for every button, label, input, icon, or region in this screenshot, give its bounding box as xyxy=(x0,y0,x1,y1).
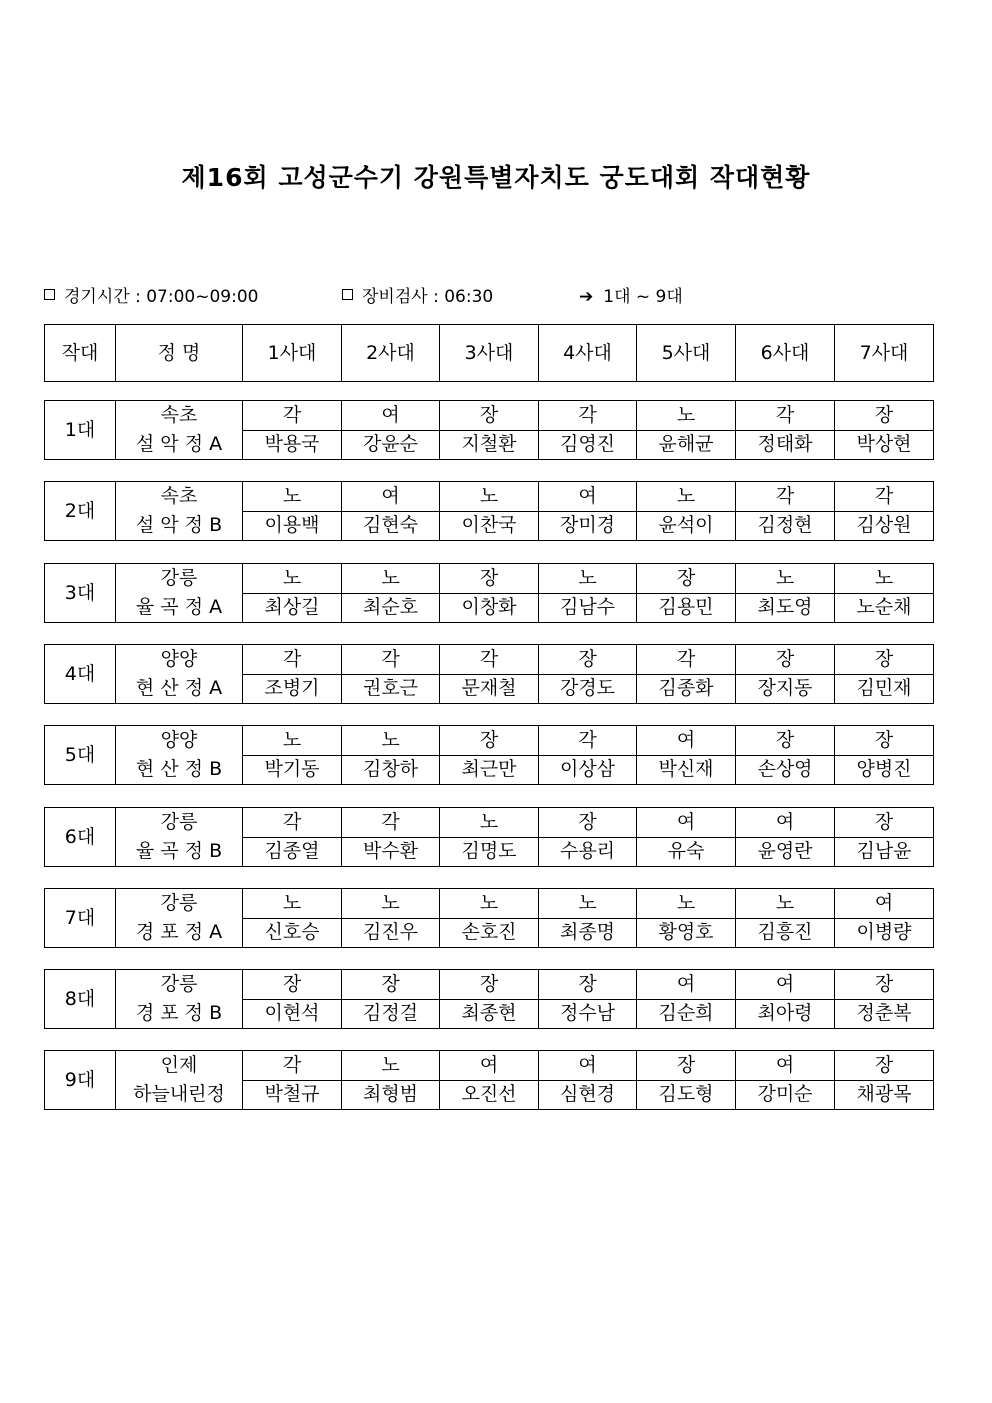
division-cell: 장 xyxy=(539,645,637,675)
division-cell: 장 xyxy=(736,645,835,675)
team-cell xyxy=(116,726,243,785)
header-row xyxy=(45,325,934,382)
division-cell: 여 xyxy=(736,1051,835,1081)
division-cell: 여 xyxy=(736,970,835,1000)
team-cell xyxy=(116,564,243,623)
archer-name-cell: 박상현 xyxy=(835,430,934,460)
division-cell: 장 xyxy=(835,401,934,431)
division-cell: 노 xyxy=(243,482,342,512)
equipment-check-info xyxy=(342,282,493,307)
team-name: 설 악 정 A xyxy=(135,433,223,455)
archer-name-cell: 김남윤 xyxy=(835,837,934,867)
group-label: 7대 xyxy=(45,889,116,948)
division-cell: 장 xyxy=(835,645,934,675)
game-time-info xyxy=(44,282,258,307)
archer-name-cell: 황영호 xyxy=(637,918,736,948)
division-cell: 각 xyxy=(342,645,440,675)
header-position: 2사대 xyxy=(342,325,440,382)
group-table xyxy=(44,888,934,948)
header-position: 6사대 xyxy=(736,325,835,382)
archer-name-cell: 강미순 xyxy=(736,1080,835,1110)
archer-name-cell: 문재철 xyxy=(440,674,539,704)
archer-name-cell: 김영진 xyxy=(539,430,637,460)
division-cell: 장 xyxy=(440,726,539,756)
division-cell: 장 xyxy=(835,808,934,838)
division-cell: 여 xyxy=(440,1051,539,1081)
team-cell xyxy=(116,1051,243,1110)
team-cell xyxy=(116,889,243,948)
archer-name-cell: 이현석 xyxy=(243,999,342,1029)
archer-name-cell: 최상길 xyxy=(243,593,342,623)
range-info xyxy=(579,282,683,307)
division-row xyxy=(45,401,934,431)
arrow-right-icon: ➔ xyxy=(579,287,594,307)
archer-name-cell: 김정현 xyxy=(736,511,835,541)
archer-name-cell: 이병량 xyxy=(835,918,934,948)
team-region: 양양 xyxy=(160,648,198,670)
archer-name-cell: 손상영 xyxy=(736,755,835,785)
archer-name-cell: 최도영 xyxy=(736,593,835,623)
division-cell: 노 xyxy=(736,889,835,919)
archer-name-cell: 김정걸 xyxy=(342,999,440,1029)
division-cell: 노 xyxy=(736,564,835,594)
group-table xyxy=(44,400,934,460)
division-cell: 노 xyxy=(539,889,637,919)
archer-name-cell: 김창하 xyxy=(342,755,440,785)
archer-name-cell: 신호승 xyxy=(243,918,342,948)
archer-name-cell: 지철환 xyxy=(440,430,539,460)
archer-name-cell: 김용민 xyxy=(637,593,736,623)
team-cell xyxy=(116,645,243,704)
division-cell: 여 xyxy=(637,808,736,838)
division-cell: 각 xyxy=(243,401,342,431)
archer-name-cell: 박기동 xyxy=(243,755,342,785)
equipment-check-text: 장비검사 : 06:30 xyxy=(362,287,494,307)
archer-name-cell: 김종화 xyxy=(637,674,736,704)
archer-name-cell: 장지동 xyxy=(736,674,835,704)
division-cell: 각 xyxy=(342,808,440,838)
division-row xyxy=(45,726,934,756)
archer-name-cell: 박철규 xyxy=(243,1080,342,1110)
division-cell: 각 xyxy=(539,726,637,756)
archer-name-cell: 노순채 xyxy=(835,593,934,623)
team-region: 인제 xyxy=(160,1054,198,1076)
division-cell: 노 xyxy=(440,482,539,512)
archer-name-cell: 김현숙 xyxy=(342,511,440,541)
division-cell: 여 xyxy=(342,482,440,512)
header-position: 5사대 xyxy=(637,325,736,382)
header-position: 1사대 xyxy=(243,325,342,382)
header-position: 7사대 xyxy=(835,325,934,382)
header-team: 정 명 xyxy=(116,325,243,382)
archer-name-cell: 윤해균 xyxy=(637,430,736,460)
archer-name-cell: 이상삼 xyxy=(539,755,637,785)
division-cell: 각 xyxy=(539,401,637,431)
division-row xyxy=(45,889,934,919)
archer-name-cell: 장미경 xyxy=(539,511,637,541)
group-table xyxy=(44,644,934,704)
checkbox-square-icon xyxy=(44,289,55,300)
division-cell: 장 xyxy=(342,970,440,1000)
archer-name-cell: 김순희 xyxy=(637,999,736,1029)
archer-name-cell: 권호근 xyxy=(342,674,440,704)
page-title: 제16회 고성군수기 강원특별자치도 궁도대회 작대현황 xyxy=(181,163,811,192)
group-label: 6대 xyxy=(45,808,116,867)
team-name: 하늘내린정 xyxy=(133,1083,225,1105)
archer-name-cell: 김상원 xyxy=(835,511,934,541)
division-row xyxy=(45,645,934,675)
division-cell: 노 xyxy=(440,889,539,919)
archer-name-cell: 채광목 xyxy=(835,1080,934,1110)
division-cell: 여 xyxy=(835,889,934,919)
archer-name-cell: 최순호 xyxy=(342,593,440,623)
header-table xyxy=(44,324,934,382)
division-row xyxy=(45,482,934,512)
group-label: 1대 xyxy=(45,401,116,460)
division-cell: 각 xyxy=(243,808,342,838)
division-cell: 장 xyxy=(637,1051,736,1081)
archer-name-cell: 이찬국 xyxy=(440,511,539,541)
division-cell: 노 xyxy=(243,564,342,594)
division-cell: 장 xyxy=(440,970,539,1000)
archer-name-cell: 윤석이 xyxy=(637,511,736,541)
archer-name-cell: 최아령 xyxy=(736,999,835,1029)
division-cell: 노 xyxy=(342,726,440,756)
group-table xyxy=(44,563,934,623)
archer-name-cell: 정수남 xyxy=(539,999,637,1029)
archer-name-cell: 강윤순 xyxy=(342,430,440,460)
division-cell: 노 xyxy=(243,726,342,756)
division-cell: 장 xyxy=(440,564,539,594)
team-name: 율 곡 정 B xyxy=(135,840,223,862)
team-region: 강릉 xyxy=(160,567,198,589)
archer-name-cell: 정태화 xyxy=(736,430,835,460)
division-cell: 각 xyxy=(440,645,539,675)
division-cell: 노 xyxy=(342,889,440,919)
team-name: 율 곡 정 A xyxy=(135,596,223,618)
division-cell: 여 xyxy=(539,1051,637,1081)
division-cell: 노 xyxy=(637,482,736,512)
header-group: 작대 xyxy=(45,325,116,382)
division-cell: 노 xyxy=(342,564,440,594)
division-cell: 여 xyxy=(342,401,440,431)
division-cell: 노 xyxy=(539,564,637,594)
archer-name-cell: 유숙 xyxy=(637,837,736,867)
division-row xyxy=(45,564,934,594)
archer-name-cell: 박수환 xyxy=(342,837,440,867)
team-name: 현 산 정 A xyxy=(135,677,223,699)
header-position: 3사대 xyxy=(440,325,539,382)
archer-name-cell: 최종현 xyxy=(440,999,539,1029)
division-cell: 각 xyxy=(243,1051,342,1081)
team-region: 속초 xyxy=(160,404,198,426)
archer-name-cell: 최종명 xyxy=(539,918,637,948)
archer-name-cell: 오진선 xyxy=(440,1080,539,1110)
division-cell: 노 xyxy=(243,889,342,919)
team-name: 현 산 정 B xyxy=(135,758,223,780)
archer-name-cell: 정춘복 xyxy=(835,999,934,1029)
division-cell: 장 xyxy=(637,564,736,594)
team-name: 경 포 정 B xyxy=(135,1002,223,1024)
archer-name-cell: 강경도 xyxy=(539,674,637,704)
archer-name-cell: 심현경 xyxy=(539,1080,637,1110)
group-label: 8대 xyxy=(45,970,116,1029)
division-row xyxy=(45,970,934,1000)
archer-name-cell: 김종열 xyxy=(243,837,342,867)
archer-name-cell: 김흥진 xyxy=(736,918,835,948)
archer-name-cell: 김진우 xyxy=(342,918,440,948)
archer-name-cell: 이창화 xyxy=(440,593,539,623)
team-region: 강릉 xyxy=(160,973,198,995)
team-cell xyxy=(116,482,243,541)
group-label: 5대 xyxy=(45,726,116,785)
team-region: 강릉 xyxy=(160,892,198,914)
group-label: 4대 xyxy=(45,645,116,704)
archer-name-cell: 수용리 xyxy=(539,837,637,867)
division-cell: 장 xyxy=(243,970,342,1000)
group-table xyxy=(44,1050,934,1110)
division-cell: 장 xyxy=(835,726,934,756)
division-cell: 노 xyxy=(835,564,934,594)
division-cell: 각 xyxy=(835,482,934,512)
team-region: 양양 xyxy=(160,729,198,751)
division-cell: 각 xyxy=(736,482,835,512)
division-cell: 장 xyxy=(539,808,637,838)
archer-name-cell: 조병기 xyxy=(243,674,342,704)
division-cell: 장 xyxy=(736,726,835,756)
group-label: 9대 xyxy=(45,1051,116,1110)
division-row xyxy=(45,808,934,838)
division-cell: 각 xyxy=(736,401,835,431)
team-cell xyxy=(116,970,243,1029)
archer-name-cell: 김명도 xyxy=(440,837,539,867)
division-row xyxy=(45,1051,934,1081)
division-cell: 장 xyxy=(440,401,539,431)
team-cell xyxy=(116,808,243,867)
division-cell: 노 xyxy=(342,1051,440,1081)
group-table xyxy=(44,725,934,785)
team-name: 설 악 정 B xyxy=(135,514,223,536)
archer-name-cell: 이용백 xyxy=(243,511,342,541)
archer-name-cell: 손호진 xyxy=(440,918,539,948)
archer-name-cell: 최근만 xyxy=(440,755,539,785)
division-cell: 장 xyxy=(835,970,934,1000)
header-position: 4사대 xyxy=(539,325,637,382)
division-cell: 여 xyxy=(637,970,736,1000)
division-cell: 여 xyxy=(539,482,637,512)
archer-name-cell: 박용국 xyxy=(243,430,342,460)
team-name: 경 포 정 A xyxy=(135,921,223,943)
archer-name-cell: 김도형 xyxy=(637,1080,736,1110)
archer-name-cell: 김남수 xyxy=(539,593,637,623)
archer-name-cell: 김민재 xyxy=(835,674,934,704)
range-text: 1대 ~ 9대 xyxy=(603,287,683,307)
archer-name-cell: 박신재 xyxy=(637,755,736,785)
division-cell: 노 xyxy=(440,808,539,838)
division-cell: 여 xyxy=(736,808,835,838)
group-label: 2대 xyxy=(45,482,116,541)
group-table xyxy=(44,969,934,1029)
archer-name-cell: 최형범 xyxy=(342,1080,440,1110)
division-cell: 여 xyxy=(637,726,736,756)
group-table xyxy=(44,807,934,867)
division-cell: 노 xyxy=(637,401,736,431)
checkbox-square-icon xyxy=(342,289,353,300)
division-cell: 노 xyxy=(637,889,736,919)
division-cell: 각 xyxy=(243,645,342,675)
team-region: 속초 xyxy=(160,485,198,507)
division-cell: 장 xyxy=(835,1051,934,1081)
division-cell: 각 xyxy=(637,645,736,675)
group-table xyxy=(44,481,934,541)
division-cell: 장 xyxy=(539,970,637,1000)
team-cell xyxy=(116,401,243,460)
team-region: 강릉 xyxy=(160,811,198,833)
archer-name-cell: 양병진 xyxy=(835,755,934,785)
game-time-text: 경기시간 : 07:00~09:00 xyxy=(64,287,259,307)
archer-name-cell: 윤영란 xyxy=(736,837,835,867)
group-label: 3대 xyxy=(45,564,116,623)
